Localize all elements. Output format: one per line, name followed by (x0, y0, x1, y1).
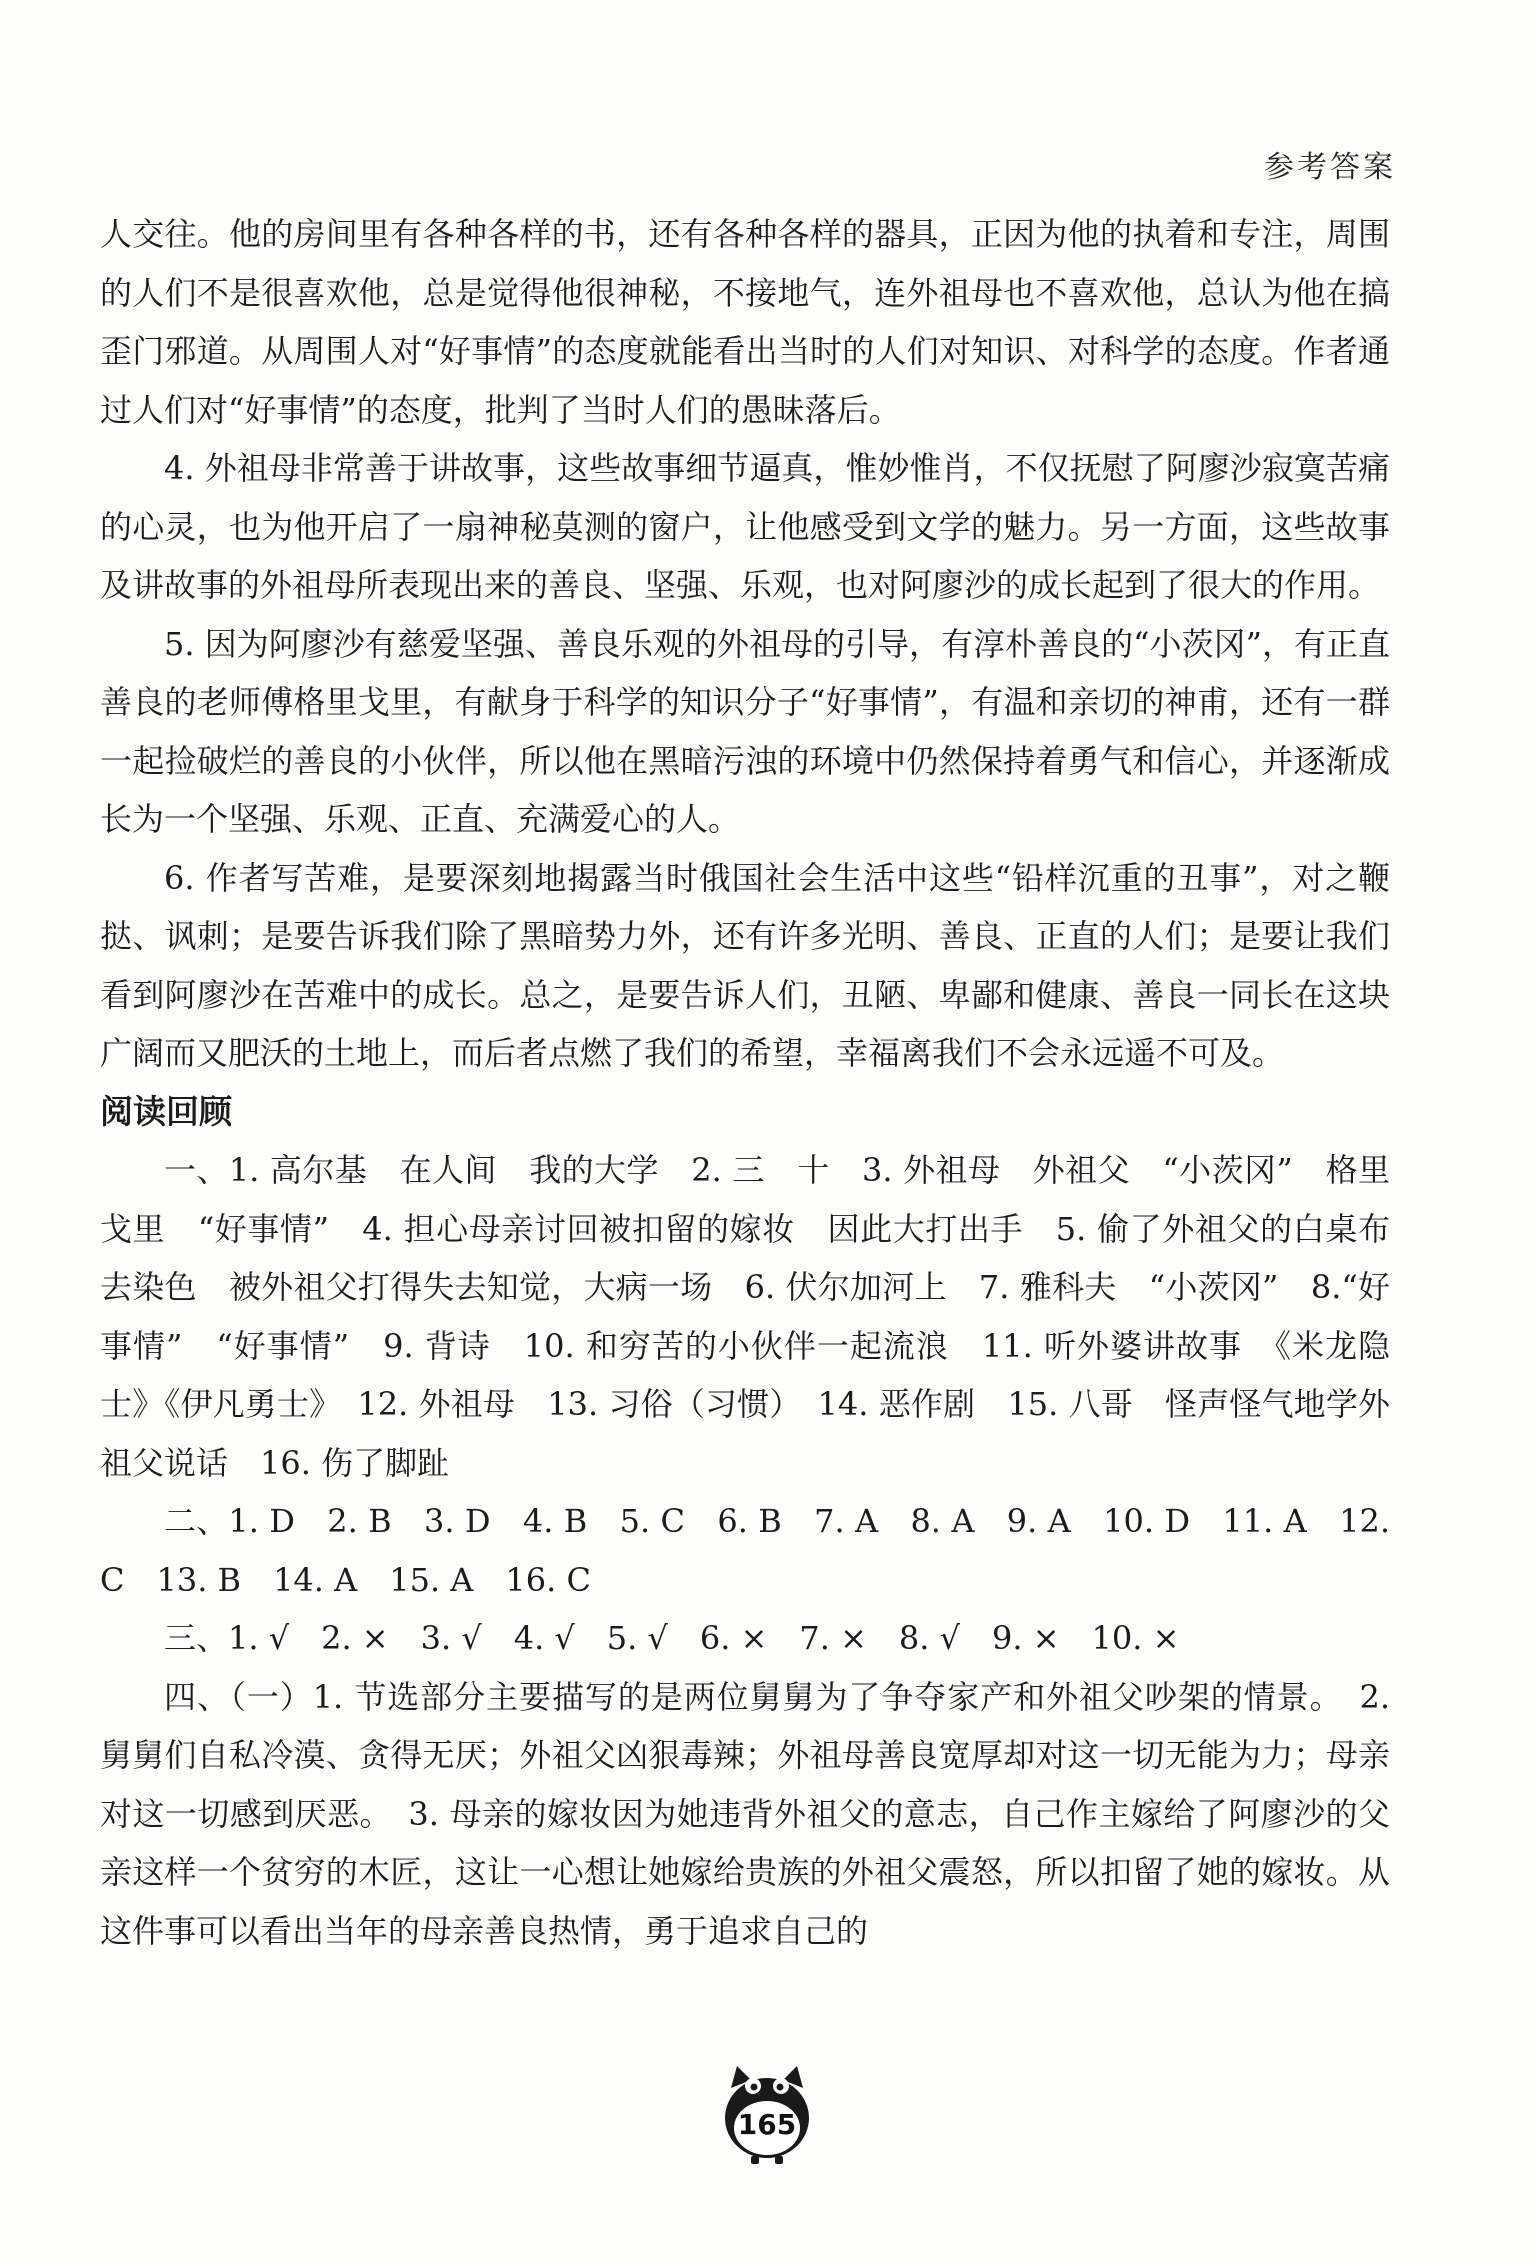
section-title-reading-review: 阅读回顾 (100, 1091, 232, 1131)
paragraph-answer-4: 4. 外祖母非常善于讲故事，这些故事细节逼真，惟妙惟肖，不仅抚慰了阿廖沙寂寞苦痛的心灵，也为他开启了一扇神秘莫测的窗户，让他感受到文学的魅力。另一方面，这些故事及讲故事的外祖母所表现出来的善良、坚强、乐观，也对阿廖沙的成长起到了很大的作用。 (100, 449, 1390, 604)
page-number: 165 (737, 2108, 797, 2141)
paragraph-answer-6: 6. 作者写苦难，是要深刻地揭露当时俄国社会生活中这些“铅样沉重的丑事”，对之鞭挞、讽刺；是要告诉我们除了黑暗势力外，还有许多光明、善良、正直的人们；是要让我们看到阿廖沙在苦难中的成长。总之，是要告诉人们，丑陋、卑鄙和健康、善良一同长在这块广阔而又肥沃的土地上，而后者点燃了我们的希望，幸福离我们不会永远遥不可及。 (100, 858, 1390, 1072)
answers-part-1: 一、1. 高尔基 在人间 我的大学 2. 三 十 3. 外祖母 外祖父 “小茨冈” 格里戈里 “好事情” 4. 担心母亲讨回被扣留的嫁妆 因此大打出手 5. 偷了外祖父的白桌布去染色 被外祖父打得失去知觉，大病一场 6. 伏尔加河上 7. 雅科夫 “小茨冈” 8.“好事情” “好事情” 9. 背诗 10. 和穷苦的小伙伴一起流浪 11. 听外婆讲故事 《米龙隐士》《伊凡勇士》 12. 外祖母 13. 习俗（习惯） 14. 恶作剧 15. 八哥 怪声怪气地学外祖父说话 16. 伤了脚趾 (100, 1151, 1390, 1482)
answers-part-4: 四、（一）1. 节选部分主要描写的是两位舅舅为了争夺家产和外祖父吵架的情景。 2. 舅舅们自私冷漠、贪得无厌；外祖父凶狠毒辣；外祖母善良宽厚却对这一切无能为力；母亲对这一切感到厌恶。 3. 母亲的嫁妆因为她违背外祖父的意志，自己作主嫁给了阿廖沙的父亲这样一个贫穷的木匠，这让一心想让她嫁给贵族的外祖父震怒，所以扣留了她的嫁妆。从这件事可以看出当年的母亲善良热情，勇于追求自己的 (100, 1677, 1390, 1950)
paragraph-answer-5: 5. 因为阿廖沙有慈爱坚强、善良乐观的外祖母的引导，有淳朴善良的“小茨冈”，有正直善良的老师傅格里戈里，有献身于科学的知识分子“好事情”，有温和亲切的神甫，还有一群一起捡破烂的善良的小伙伴，所以他在黑暗污浊的环境中仍然保持着勇气和信心，并逐渐成长为一个坚强、乐观、正直、充满爱心的人。 (100, 624, 1390, 838)
answers-part-2: 二、1. D 2. B 3. D 4. B 5. C 6. B 7. A 8. A 9. A 10. D 11. A 12. C 13. B 14. A 15. A 16. C (100, 1502, 1390, 1599)
running-header: 参考答案 (1264, 150, 1396, 185)
page-footer (717, 2058, 817, 2168)
paragraph-continuation: 人交往。他的房间里有各种各样的书，还有各种各样的器具，正因为他的执着和专注，周围的人们不是很喜欢他，总是觉得他很神秘，不接地气，连外祖母也不喜欢他，总认为他在搞歪门邪道。从周围人对“好事情”的态度就能看出当时的人们对知识、对科学的态度。作者通过人们对“好事情”的态度，批判了当时人们的愚昧落后。 (100, 215, 1390, 429)
answers-part-3: 三、1. √ 2. × 3. √ 4. √ 5. √ 6. × 7. × 8. √ 9. × 10. × (164, 1619, 1180, 1657)
answer-content (100, 205, 1390, 1960)
